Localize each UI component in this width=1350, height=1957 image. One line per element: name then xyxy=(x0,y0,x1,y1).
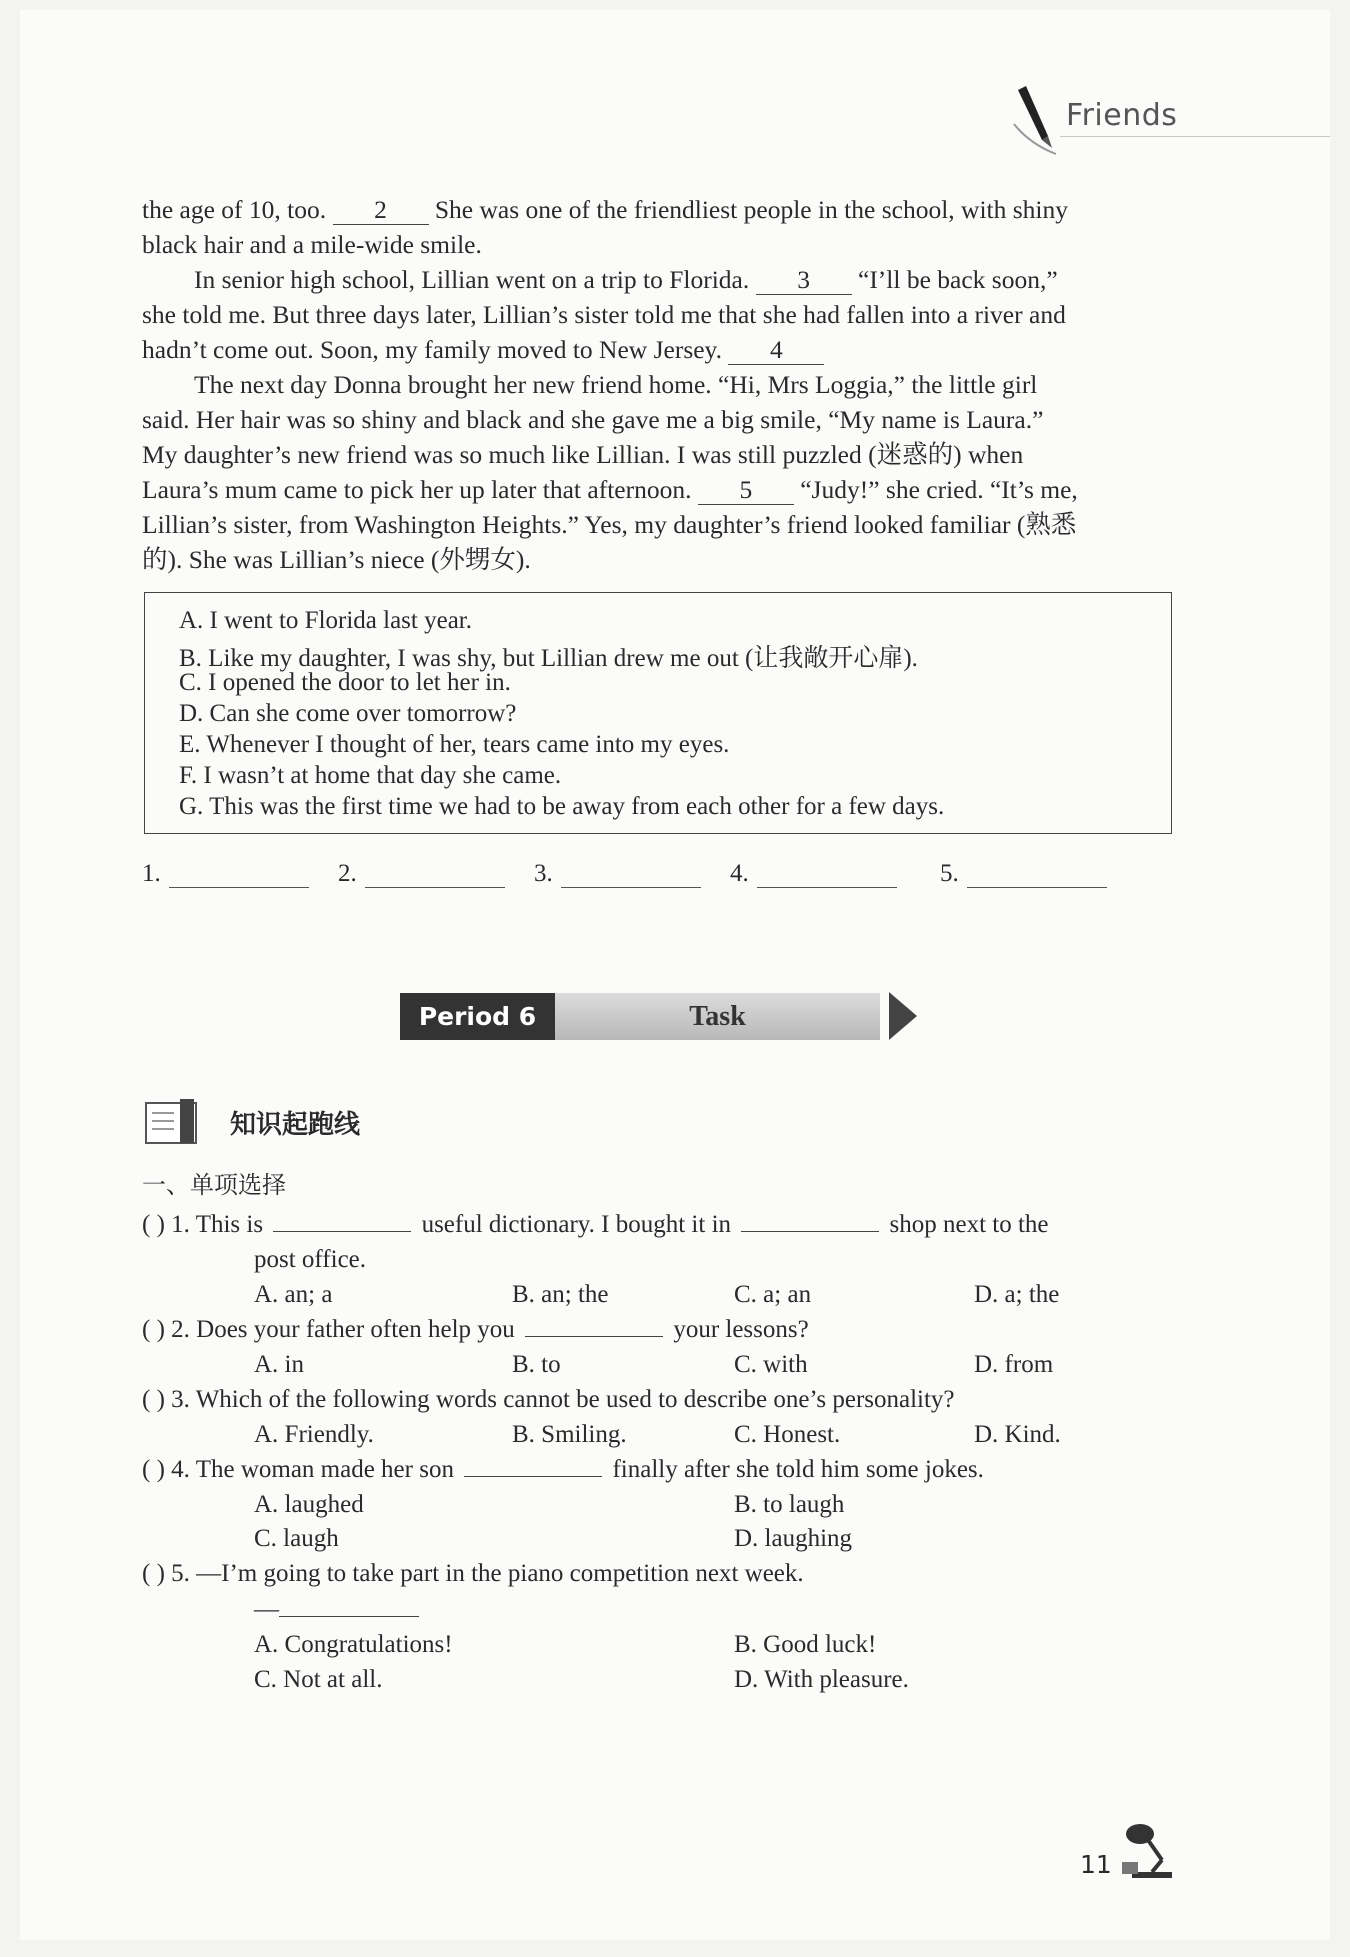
q3-option-a: A. Friendly. xyxy=(254,1421,374,1448)
option-c: C. I opened the door to let her in. xyxy=(179,669,511,696)
page-number: 11 xyxy=(1080,1850,1112,1879)
options-box xyxy=(144,592,1172,834)
answer-blank-1[interactable]: 1. xyxy=(142,860,309,888)
passage-line: she told me. But three days later, Lillian’s sister told me that she had fallen into a river and xyxy=(142,300,1066,329)
book-icon xyxy=(144,1097,206,1147)
question-blank[interactable] xyxy=(464,1476,602,1477)
q2-option-a: A. in xyxy=(254,1351,304,1378)
arrow-icon xyxy=(889,992,917,1040)
question-3: ( ) 3. Which of the following words cannot be used to describe one’s personality? xyxy=(142,1386,955,1413)
subsection-title: 一、单项选择 xyxy=(142,1171,286,1199)
option-a: A. I went to Florida last year. xyxy=(179,607,472,634)
question-5: ( ) 5. —I’m going to take part in the piano competition next week. xyxy=(142,1560,804,1587)
blank-4: 4 xyxy=(728,336,824,365)
option-e: E. Whenever I thought of her, tears came into my eyes. xyxy=(179,731,730,758)
task-label: Task xyxy=(555,993,880,1040)
blank-5: 5 xyxy=(698,476,794,505)
option-g: G. This was the first time we had to be away from each other for a few days. xyxy=(179,793,945,820)
q4-option-a: A. laughed xyxy=(254,1491,364,1518)
passage-line: the age of 10, too. 2 She was one of the friendliest people in the school, with shiny xyxy=(142,195,1069,224)
question-blank[interactable] xyxy=(273,1231,411,1232)
passage-line: In senior high school, Lillian went on a trip to Florida. 3 “I’ll be back soon,” xyxy=(194,265,1058,294)
q3-option-c: C. Honest. xyxy=(734,1421,841,1448)
q1-option-c: C. a; an xyxy=(734,1281,812,1308)
q2-option-b: B. to xyxy=(512,1351,561,1378)
q1-option-b: B. an; the xyxy=(512,1281,609,1308)
passage-line: hadn’t come out. Soon, my family moved to New Jersey. 4 xyxy=(142,332,824,367)
passage-line: Laura’s mum came to pick her up later that afternoon. 5 “Judy!” she cried. “It’s me, xyxy=(142,475,1078,504)
blank-2: 2 xyxy=(333,196,429,225)
lamp-icon xyxy=(1118,1818,1178,1880)
answer-blank-4[interactable]: 4. xyxy=(730,860,897,888)
blank-3: 3 xyxy=(756,266,852,295)
chapter-title: Friends xyxy=(1066,98,1178,133)
answer-blank-5[interactable]: 5. xyxy=(940,860,1107,888)
passage-line: said. Her hair was so shiny and black and she gave me a big smile, “My name is Laura.” xyxy=(142,405,1044,434)
question-4: ( ) 4. The woman made her son finally after she told him some jokes. xyxy=(142,1456,984,1483)
passage-line: black hair and a mile-wide smile. xyxy=(142,230,482,259)
q5-option-d: D. With pleasure. xyxy=(734,1666,909,1693)
q5-option-a: A. Congratulations! xyxy=(254,1631,453,1658)
option-f: F. I wasn’t at home that day she came. xyxy=(179,762,562,789)
option-b: B. Like my daughter, I was shy, but Lillian drew me out (让我敞开心扉). xyxy=(179,645,918,672)
question-blank[interactable] xyxy=(279,1616,419,1617)
question-blank[interactable] xyxy=(741,1231,879,1232)
period-label: Period 6 xyxy=(400,993,555,1040)
question-5-reply: — xyxy=(254,1596,419,1624)
passage-line: The next day Donna brought her new friend home. “Hi, Mrs Loggia,” the little girl xyxy=(194,370,1038,399)
option-d: D. Can she come over tomorrow? xyxy=(179,700,517,727)
answer-blank-3[interactable]: 3. xyxy=(534,860,701,888)
q3-option-d: D. Kind. xyxy=(974,1421,1061,1448)
passage-line: My daughter’s new friend was so much like Lillian. I was still puzzled (迷惑的) when xyxy=(142,440,1024,469)
answer-blank-2[interactable]: 2. xyxy=(338,860,505,888)
question-1: ( ) 1. This is useful dictionary. I bought it in shop next to the xyxy=(142,1211,1049,1238)
section-title: 知识起跑线 xyxy=(230,1110,361,1140)
q5-option-b: B. Good luck! xyxy=(734,1631,877,1658)
header-divider xyxy=(1060,136,1330,137)
q2-option-c: C. with xyxy=(734,1351,808,1378)
question-1-cont: post office. xyxy=(254,1246,367,1273)
q5-option-c: C. Not at all. xyxy=(254,1666,383,1693)
q1-option-d: D. a; the xyxy=(974,1281,1060,1308)
passage-line: 的). She was Lillian’s niece (外甥女). xyxy=(142,545,531,574)
question-blank[interactable] xyxy=(525,1336,663,1337)
q4-option-d: D. laughing xyxy=(734,1525,853,1552)
q1-option-a: A. an; a xyxy=(254,1281,333,1308)
q4-option-b: B. to laugh xyxy=(734,1491,845,1518)
q4-option-c: C. laugh xyxy=(254,1525,339,1552)
pen-icon xyxy=(1012,84,1060,156)
q3-option-b: B. Smiling. xyxy=(512,1421,627,1448)
q2-option-d: D. from xyxy=(974,1351,1054,1378)
passage-line: Lillian’s sister, from Washington Heights.” Yes, my daughter’s friend looked familiar (熟悉 xyxy=(142,510,1077,539)
question-2: ( ) 2. Does your father often help you your lessons? xyxy=(142,1316,809,1343)
